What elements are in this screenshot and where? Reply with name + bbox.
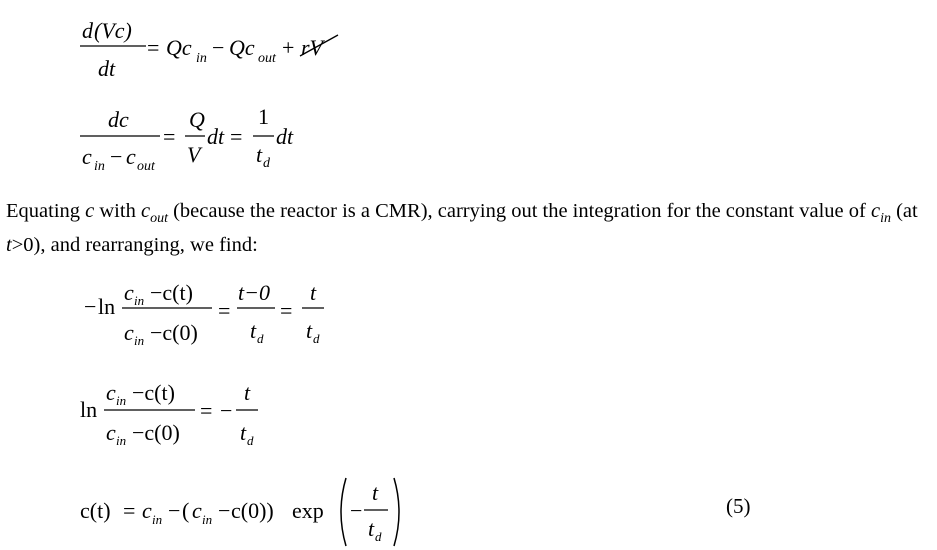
para-c-in: c — [870, 200, 881, 222]
eq4-negative-sign: − — [220, 398, 233, 423]
eq5-right-big-paren — [394, 478, 399, 546]
para-c-out-sub: out — [150, 211, 168, 227]
eq2-den-c-in: c — [82, 144, 92, 169]
eq2-v: V — [187, 142, 201, 167]
eq5-c-in-2: c — [192, 498, 202, 523]
eq3-right-den-sub: d — [313, 331, 320, 346]
eq3-right-den-t: t — [306, 318, 313, 343]
eq5-left-big-paren — [341, 478, 346, 546]
para-t: t — [6, 234, 12, 257]
eq4-right-num: t — [244, 380, 251, 405]
eq5-c-in-1-sub: in — [152, 512, 163, 527]
para-c-out: c — [140, 200, 151, 222]
eq4-num-sub: in — [116, 393, 127, 408]
eq2-one: 1 — [258, 104, 269, 129]
eq3-negative-sign: − — [84, 294, 97, 319]
explanatory-paragraph — [6, 198, 931, 259]
eq3-den-sub: in — [134, 333, 145, 348]
eq1-denominator: dt — [98, 56, 116, 81]
eq5-c-in-1: c — [142, 498, 152, 523]
para-part-2: with — [94, 200, 141, 222]
eq5-c-in-2-sub: in — [202, 512, 213, 527]
para-part-1: Equating — [6, 200, 86, 222]
eq3-num-c: c — [124, 280, 134, 305]
eq3-equals-b: = — [280, 298, 293, 323]
eq1-sub-in: in — [196, 51, 207, 66]
eq5-negative-sign: − — [350, 498, 363, 523]
para-c-in-sub: in — [880, 211, 891, 227]
eq1-qc-out: Qc — [229, 35, 255, 60]
eq5-exp: exp — [292, 498, 324, 523]
eq3-mid-den-sub: d — [257, 331, 264, 346]
eq5-lhs: c(t) — [80, 498, 111, 523]
eq1-numerator — [82, 18, 132, 43]
eq3-equals-a: = — [218, 298, 231, 323]
eq4-num-rest: −c(t) — [132, 380, 175, 405]
eq2-t: t — [256, 142, 263, 167]
eq2-equals-a: = — [163, 124, 176, 149]
para-part-4: (at — [890, 200, 918, 222]
eq5-minus-2: − — [218, 498, 231, 523]
eq1-plus: + — [282, 35, 295, 60]
eq3-den-rest: −c(0) — [150, 320, 198, 345]
para-c: c — [85, 200, 95, 222]
eq1-equals: = — [147, 35, 160, 60]
equation-number: (5) — [726, 494, 751, 518]
eq4-den-rest: −c(0) — [132, 420, 180, 445]
eq3-den-c: c — [124, 320, 134, 345]
eq3-ln: ln — [98, 294, 116, 319]
eq1-minus: − — [212, 35, 225, 60]
eq2-equals-b: = — [230, 124, 243, 149]
eq4-equals: = — [200, 398, 213, 423]
eq3-mid-num: t−0 — [238, 280, 270, 305]
eq5-minus-1: − — [168, 498, 181, 523]
eq5-c0: c(0)) — [231, 498, 274, 523]
eq4-right-den-sub: d — [247, 433, 254, 448]
eq4-num-c: c — [106, 380, 116, 405]
eq3-mid-den-t: t — [250, 318, 257, 343]
eq3-right-num: t — [310, 280, 317, 305]
eq2-dt-a: dt — [207, 124, 225, 149]
eq5-frac-den-t: t — [368, 516, 375, 541]
eq2-numerator: dc — [108, 107, 129, 132]
eq3-num-sub: in — [134, 293, 145, 308]
eq5-open-paren: ( — [182, 498, 190, 523]
eq1-qc-in: Qc — [166, 35, 192, 60]
eq1-num-paren: (Vc) — [94, 18, 132, 43]
eq4-right-den-t: t — [240, 420, 247, 445]
eq2-den-sub-out: out — [137, 159, 155, 174]
eq3-num-rest: −c(t) — [150, 280, 193, 305]
eq2-q: Q — [189, 107, 205, 132]
eq2-den-c-out: c — [126, 144, 136, 169]
eq4-den-sub: in — [116, 433, 127, 448]
eq5-frac-den-sub: d — [375, 529, 382, 544]
eq5-equals: = — [123, 498, 136, 523]
eq2-dt-b: dt — [276, 124, 294, 149]
para-part-3: (because the reactor is a CMR), carrying out the integration for the constant value of — [167, 200, 871, 222]
eq5-frac-num: t — [372, 480, 379, 505]
eq4-den-c: c — [106, 420, 116, 445]
para-part-5: >0), and rearranging, we find: — [11, 234, 258, 257]
eq4-ln: ln — [80, 397, 98, 422]
eq1-num-d: d — [82, 18, 93, 43]
eq2-t-sub-d: d — [263, 156, 270, 171]
eq1-sub-out: out — [258, 51, 276, 66]
eq2-den-minus: − — [110, 144, 123, 169]
eq1-rv-term: rV — [301, 35, 323, 60]
eq2-den-sub-in: in — [94, 159, 105, 174]
